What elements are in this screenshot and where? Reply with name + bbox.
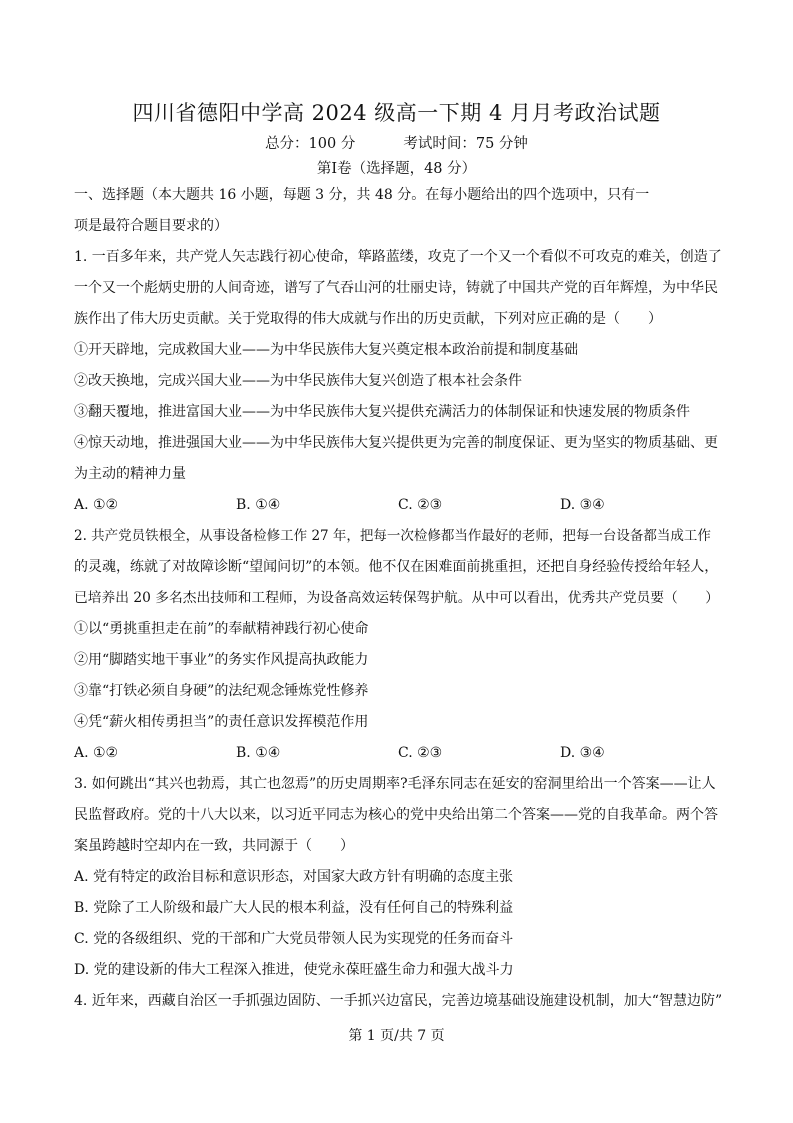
exam-title: 四川省德阳中学高 2024 级高一下期 4 月月考政治试题 xyxy=(132,101,661,125)
option-d: D. ③④ xyxy=(560,497,605,513)
question-3-stem: 3. 如何跳出“其兴也勃焉，其亡也忽焉”的历史周期率?毛泽东同志在延安的窑洞里给出一个答案——让人 xyxy=(74,776,716,792)
question-2-statement-3: ③靠“打铁必须自身硬”的法纪观念锤炼党性修养 xyxy=(74,683,369,699)
exam-meta xyxy=(0,132,793,153)
question-2-statement-4: ④凭“薪火相传勇担当”的责任意识发挥模范作用 xyxy=(74,714,369,730)
page-number: 第 1 页/共 7 页 xyxy=(348,1028,445,1044)
question-1-statement-1: ①开天辟地，完成救国大业——为中华民族伟大复兴奠定根本政治前提和制度基础 xyxy=(74,342,578,358)
option-c: C. ②③ xyxy=(398,497,443,513)
question-1-options xyxy=(74,490,722,521)
question-3-option-c: C. 党的各级组织、党的干部和广大党员带领人民为实现党的任务而奋斗 xyxy=(74,931,514,947)
part-heading: 第Ⅰ卷（选择题，48 分） xyxy=(316,161,477,177)
question-2-stem: 2. 共产党员铁根全，从事设备检修工作 27 年，把每一次检修都当作最好的老师，把每一台设备都当成工作 xyxy=(74,528,711,544)
option-c: C. ②③ xyxy=(398,745,443,761)
option-b: B. ①④ xyxy=(236,745,281,761)
option-b: B. ①④ xyxy=(236,497,281,513)
question-2-stem: 的灵魂，练就了对故障诊断“望闻问切”的本领。他不仅在困难面前挑重担，还把自身经验传授给年轻人， xyxy=(74,559,719,575)
total-score: 总分：100 分 xyxy=(265,136,356,152)
question-3-option-a: A. 党有特定的政治目标和意识形态，对国家大政方针有明确的态度主张 xyxy=(74,869,514,885)
question-2-statement-2: ②用“脚踏实地干事业”的务实作风提高执政能力 xyxy=(74,652,369,668)
question-1-statement-2: ②改天换地，完成兴国大业——为中华民族伟大复兴创造了根本社会条件 xyxy=(74,373,522,389)
section-instructions-line: 项是最符合题目要求的） xyxy=(74,218,228,234)
option-a: A. ①② xyxy=(74,497,119,513)
section-instructions-line: 一、选择题（本大题共 16 小题，每题 3 分，共 48 分。在每小题给出的四个选项中，只有一 xyxy=(74,187,650,203)
question-1-stem: 1. 一百多年来，共产党人矢志践行初心使命，筚路蓝缕，攻克了一个又一个看似不可攻克的难关，创造了 xyxy=(74,249,722,265)
option-a: A. ①② xyxy=(74,745,119,761)
option-d: D. ③④ xyxy=(560,745,605,761)
question-1-stem: 族作出了伟大历史贡献。关于党取得的伟大成就与作出的历史贡献，下列对应正确的是（ ） xyxy=(74,311,662,327)
question-2-stem: 已培养出 20 多名杰出技师和工程师，为设备高效运转保驾护航。从中可以看出，优秀共产党员要（ ） xyxy=(74,590,719,606)
exam-time: 考试时间：75 分钟 xyxy=(403,136,528,152)
question-3-stem: 案虽跨越时空却内在一致，共同源于（ ） xyxy=(74,838,354,854)
question-3-option-d: D. 党的建设新的伟大工程深入推进，使党永葆旺盛生命力和强大战斗力 xyxy=(74,962,514,978)
question-3-option-b: B. 党除了工人阶级和最广大人民的根本利益，没有任何自己的特殊利益 xyxy=(74,900,514,916)
question-3-stem: 民监督政府。党的十八大以来，以习近平同志为核心的党中央给出第二个答案——党的自我革命。两个答 xyxy=(74,807,718,823)
question-2-options xyxy=(74,738,722,769)
question-1-statement-4: 为主动的精神力量 xyxy=(74,466,186,482)
question-4-stem: 4. 近年来，西藏自治区一手抓强边固防、一手抓兴边富民，完善边境基础设施建设机制，加大“智慧边防” xyxy=(74,993,722,1009)
question-1-statement-4: ④惊天动地，推进强国大业——为中华民族伟大复兴提供更为完善的制度保证、更为坚实的物质基础、更 xyxy=(74,435,718,451)
question-1-stem: 一个又一个彪炳史册的人间奇迹，谱写了气吞山河的壮丽史诗，铸就了中国共产党的百年辉煌，为中华民 xyxy=(74,280,718,296)
question-2-statement-1: ①以“勇挑重担走在前”的奉献精神践行初心使命 xyxy=(74,621,369,637)
question-1-statement-3: ③翻天覆地，推进富国大业——为中华民族伟大复兴提供充满活力的体制保证和快速发展的物质条件 xyxy=(74,404,690,420)
exam-body xyxy=(74,180,722,1017)
